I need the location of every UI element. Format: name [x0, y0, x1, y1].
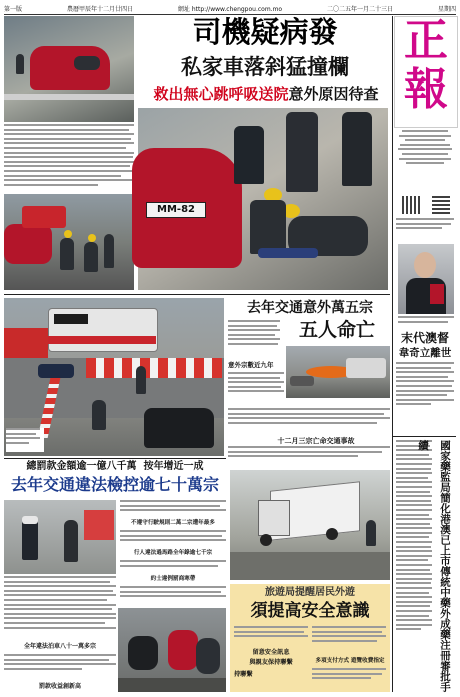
fines-sub3: 約士違例罰商寒帶 [150, 576, 196, 582]
fines-sub1: 不遵守行駛規則二萬二宗遭年最多 [131, 520, 215, 526]
lead-deck-blue: 意外原因待查 [288, 85, 379, 103]
license-plate: MM-82 [146, 202, 206, 218]
tourism-panel [230, 584, 390, 692]
fines-body-left [4, 576, 116, 640]
site-url-text: http://www.chengpou.com.mo [191, 5, 283, 13]
tourism-sub2: 與親友保持聯繫 [249, 659, 293, 666]
sidebar-divider [393, 436, 456, 437]
crash-scene-photo-2 [138, 108, 388, 290]
lead-headline: 司機疑病發 [192, 15, 338, 49]
tourism-sub4: 持聯繫 [234, 671, 253, 678]
fines-body-mid-4 [120, 586, 226, 606]
lead-subhead: 私家車落斜猛撞欄 [181, 55, 349, 79]
fines-sub4: 全年違法泊車八十一萬多宗 [23, 643, 96, 650]
lead-deck-red: 救出無心跳呼吸送院 [153, 85, 289, 103]
obituary-title: 末代澳督 [400, 331, 449, 345]
lead-story-body-left [4, 124, 134, 192]
fines-kicker-b: 按年增近一成 [143, 461, 204, 472]
fines-kicker [4, 460, 226, 474]
crash-scene-photo-3 [4, 194, 134, 290]
fines-body-mid-2 [120, 530, 226, 548]
issue-date-lunar: 農曆甲辰年十二月廿四日 [66, 5, 133, 13]
fines-sub5: 罰款收益創新高 [38, 683, 81, 690]
logo [394, 16, 458, 128]
tourism-sub1: 留意安全訊息 [252, 649, 290, 656]
section-divider-1 [4, 294, 390, 295]
logo-char-1: 正 [404, 15, 448, 66]
traffic-title: 去年交通意外萬五宗 [247, 300, 373, 316]
traffic-subtitle: 五人命亡 [298, 319, 375, 341]
traffic-body-2 [228, 372, 284, 408]
fines-headline: 去年交通違法檢控逾七十萬宗 [10, 475, 219, 494]
traffic-body-3 [228, 408, 390, 436]
lead-deck [140, 84, 392, 104]
crash-scene-photo-1 [4, 16, 134, 122]
tourism-sub3: 多項支付方式 遊覽收費指定 [315, 658, 385, 664]
traffic-box2-title: 十二月三宗亡命交通事故 [277, 437, 355, 445]
obituary-photo [398, 244, 454, 314]
masthead-info [396, 130, 454, 192]
traffic-body-4 [228, 446, 390, 466]
traffic-fire-photo [286, 346, 390, 398]
obituary-body [396, 362, 454, 432]
sidebar-vertical-headline: 國家藥監局簡化港澳已上市傳統中藥外成藥注冊審批手續 [417, 440, 451, 692]
fines-kicker-a: 總罰款金額逾一億八千萬 [26, 461, 137, 472]
police-photo [4, 500, 116, 574]
weekday: 星期四 [437, 5, 456, 13]
tourism-headline: 須提高安全意識 [250, 601, 370, 621]
traffic-body-left [228, 320, 280, 360]
fines-body-left-2 [4, 654, 116, 680]
qr-code-1 [402, 196, 420, 214]
truck-photo [230, 470, 390, 580]
fines-sub2: 行人違法過馬路全年錄逾七千宗 [133, 550, 213, 556]
sidebar-article-body [396, 440, 432, 690]
traffic-section-header: 意外宗數近九年 [228, 361, 274, 369]
traffic-photo-caption [6, 428, 44, 452]
section-divider-2 [4, 458, 226, 459]
qr-code-2 [432, 196, 450, 214]
motorcycle-photo [118, 608, 226, 692]
obituary-caption [398, 316, 454, 328]
page-number: 第一版 [4, 5, 23, 13]
masthead-footnote [396, 218, 454, 240]
fines-body-mid [120, 500, 226, 518]
tourism-kicker: 旅遊局提醒居民外遊 [265, 587, 355, 598]
obituary-subtitle: 韋奇立離世 [398, 347, 452, 359]
issue-date: 二〇二五年一月二十三日 [327, 5, 394, 13]
column-divider-right [392, 16, 393, 692]
logo-char-2: 報 [404, 64, 448, 115]
site-label: 網址 [177, 5, 190, 13]
fines-body-mid-3 [120, 560, 226, 574]
site-url [178, 4, 282, 13]
